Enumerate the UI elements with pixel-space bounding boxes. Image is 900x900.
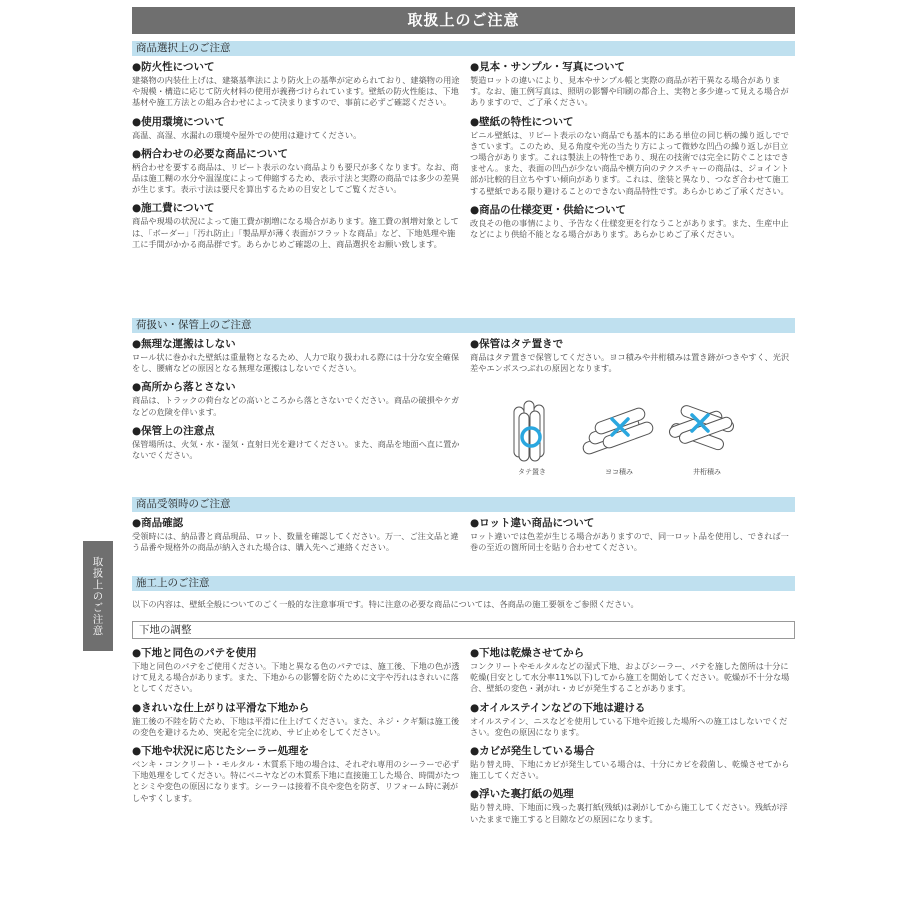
notice-item: ●商品の仕様変更・供給について 改良その他の事情により、予告なく仕様変更を行なうことがあります。また、生産中止などにより供給不能となる場合があります。あらかじめご了承ください。 (470, 203, 789, 240)
notice-item: ●下地や状況に応じたシーラー処理を ベンキ・コンクリート・モルタル・木質系下地の場合は、それぞれ専用のシーラーで必ず下地処理をしてください。特にベニヤなどの木質系下地に直接施工した場合、時間がたつとシミや変色の原因になります。シーラーは接着不良や変色を防ぎ、リフォーム時に剥がしやすくします。 (132, 745, 460, 803)
notice-item: ●保管はタテ置きで 商品はタテ置きで保管してください。ヨコ積みや井桁積みは置き跡がつきやすく、光沢差やエンボスつぶれの原因となります。 (470, 338, 790, 374)
page-title: 取扱上のご注意 (132, 7, 795, 34)
section-heading-receiving: 商品受領時のご注意 (132, 497, 795, 512)
notice-item: ●オイルステインなどの下地は避ける オイルステイン、ニスなどを使用している下地や近接した場所への施工はしないでください。変色の原因になります。 (470, 701, 788, 737)
side-index-tab: 取扱上のご注意 (83, 541, 113, 651)
notice-item: ●下地と同色のパテを使用 下地と同色のパテをご使用ください。下地と異なる色のパテでは、施工後、下地の色が透けて見える場合があります。また、下地からの影響を防ぐために文字や汚れはきれいに落としてください。 (132, 647, 460, 694)
crisscross-stack-image (668, 404, 735, 451)
section-heading-selection: 商品選択上のご注意 (132, 41, 795, 56)
notice-item: ●防火性について 建築物の内装仕上げは、建築基準法により防火上の基準が定められており、建築物の用途や規模・構造に応じて防火材料の使用が義務づけられています。壁紙の防火性能は、下地基材や施工方法との組み合わせによって決まりますので、事前に必ずご確認ください。 (132, 61, 460, 108)
notice-item: ●ロット違い商品について ロット違いでは色差が生じる場合がありますので、同一ロット品を使用し、できれば一巻の至近の箇所同士を貼り合わせてください。 (470, 517, 789, 553)
construction-right-column (470, 647, 795, 832)
selection-left-column (132, 61, 462, 257)
notice-item: ●壁紙の特性について ビニル壁紙は、リピート表示のない商品でも基本的にある単位の同じ柄の繰り返しでできています。このため、見る角度や光の当たり方によって微妙な凹凸の繰り返しが目立つ場合があります。これは製法上の特性であり、現在の技術では完全に防ぐことはできません。また、表面の凹凸が少ない商品や横方向のテクスチャーの商品は、ジョイント部が比較的目立ちやすい傾向があります。これは、塗装と異なり、つなぎ合わせて施工する壁紙である限り避けることのできない商品特性です。あらかじめご了承ください。 (470, 115, 789, 196)
construction-intro: 以下の内容は、壁紙全般についてのごく一般的な注意事項です。特に注意の必要な商品については、各商品の施工要領をご参照ください。 (132, 599, 639, 609)
section-heading-handling: 荷扱い・保管上のご注意 (132, 318, 795, 333)
storage-diagram (510, 395, 740, 465)
selection-right-column (470, 61, 795, 247)
notice-item: ●きれいな仕上がりは平滑な下地から 施工後の不陸を防ぐため、下地は平滑に仕上げてください。また、ネジ・クギ類は施工後の変色を避けるため、突起を完全に沈め、サビ止めをしてください。 (132, 701, 460, 737)
notice-item: ●浮いた裏打紙の処理 貼り替え時、下地面に残った裏打紙(残紙)は剥がしてから施工してください。残紙が浮いたままで施工すると目隙などの原因になります。 (470, 788, 788, 824)
caption-crisscross: 井桁積み (693, 468, 721, 476)
receiving-right-column (470, 517, 795, 560)
section-heading-construction: 施工上のご注意 (132, 576, 795, 591)
notice-item: ●商品確認 受領時には、納品書と商品現品、ロット、数量を確認してください。万一、ご注文品と違う品番や規格外の商品が納入された場合は、購入先へご連絡ください。 (132, 517, 459, 553)
handling-right-column (470, 338, 795, 381)
notice-item: ●見本・サンプル・写真について 製造ロットの違いにより、見本やサンプル帳と実際の商品が若干異なる場合があります。なお、施工例写真は、照明の影響や印刷の都合上、実物と多少違って見える場合がありますので、ご了承ください。 (470, 61, 789, 108)
construction-left-column (132, 647, 462, 811)
notice-item: ●下地は乾燥させてから コンクリートやモルタルなどの湿式下地、およびシーラー、パテを施した箇所は十分に乾燥(目安として水分率11%以下)してから施工を開始してください。乾燥が不十分な場合、壁紙の変色・剥がれ・カビが発生することがあります。 (470, 647, 790, 694)
notice-item: ●使用環境について 高温、高湿、水漏れの環境や屋外での使用は避けてください。 (132, 115, 362, 140)
caption-upright: タテ置き (518, 468, 546, 476)
notice-item: ●柄合わせの必要な商品について 柄合わせを要する商品は、リピート表示のない商品よりも要尺が多くなります。なお、商品は施工糊の水分や温湿度によって伸縮するため、表示寸法と実際の商品では多少の差異が生じます。表示寸法は要尺を算出するための目安としてご覧ください。 (132, 147, 460, 195)
notice-item: ●高所から落とさない 商品は、トラックの荷台などの高いところから落とさないでください。商品の破損やケガなどの危険を伴います。 (132, 381, 460, 417)
receiving-left-column (132, 517, 462, 560)
handling-left-column (132, 338, 462, 468)
caption-horizontal: ヨコ積み (605, 468, 633, 476)
notice-item: ●保管上の注意点 保管場所は、火気・水・湿気・直射日光を避けてください。また、商品を地面へ直に置かないでください。 (132, 424, 460, 461)
storage-illustration (510, 395, 740, 475)
notice-item: ●カビが発生している場合 貼り替え時、下地にカビが発生している場合は、十分にカビを殺菌し、乾燥させてから施工してください。 (470, 745, 790, 781)
notice-item: ●無理な運搬はしない ロール状に巻かれた壁紙は重量物となるため、人力で取り扱われる際には十分な安全確保をし、腰痛などの原因となる無理な運搬はしないでください。 (132, 338, 460, 374)
page (132, 7, 795, 824)
subsection-heading: 下地の調整 (132, 621, 795, 639)
notice-item: ●施工費について 商品や現場の状況によって施工費が割増になる場合があります。施工費の割増対象としては、「ボーダー」「汚れ防止」「製品厚が薄く表面がフラットな商品」など、下地処理や施工に手間がかかる商品群です。あらかじめご確認の上、商品選択をお願い致します。 (132, 202, 459, 249)
